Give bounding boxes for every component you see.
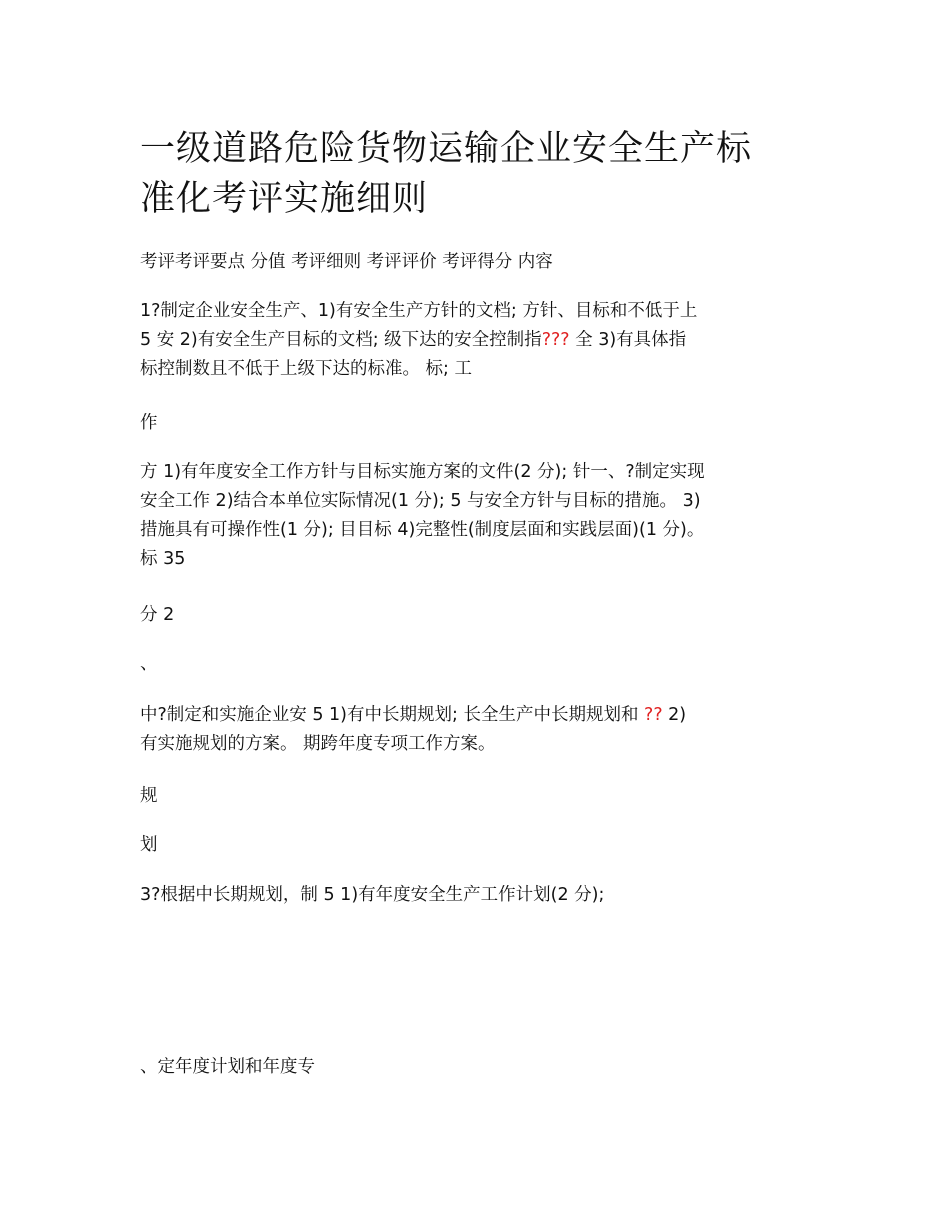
text-segment: 5 安 2)有安全生产目标的文档; 级下达的安全控制指 bbox=[140, 330, 542, 350]
paragraph-long-term-plan bbox=[140, 701, 820, 759]
unknown-glyph-marker: ??? bbox=[541, 330, 570, 350]
paragraph-fragment: 作 bbox=[140, 413, 158, 433]
text-line: 有实施规划的方案。 期跨年度专项工作方案。 bbox=[140, 734, 496, 754]
text-segment: 2) bbox=[662, 705, 687, 725]
text-segment: 中?制定和实施企业安 5 1)有中长期规划; 长全生产中长期规划和 bbox=[140, 705, 645, 725]
paragraph-fragment: 、 bbox=[140, 654, 158, 674]
paragraph-fragment: 划 bbox=[140, 835, 158, 855]
text-line: 安全工作 2)结合本单位实际情况(1 分); 5 与安全方针与目标的措施。 3) bbox=[140, 491, 701, 511]
table-header-row: 考评考评要点 分值 考评细则 考评评价 考评得分 内容 bbox=[140, 252, 553, 272]
text-line: 1?制定企业安全生产、1)有安全生产方针的文档; 方针、目标和不低于上 bbox=[140, 301, 698, 321]
document-title bbox=[140, 124, 820, 224]
text-line: 标控制数且不低于上级下达的标准。 标; 工 bbox=[140, 359, 473, 379]
unknown-glyph-marker: ?? bbox=[644, 705, 663, 725]
paragraph-safety-goals bbox=[140, 297, 820, 384]
paragraph-yearly-plan: 3?根据中长期规划，制 5 1)有年度安全生产工作计划(2 分); bbox=[140, 885, 605, 905]
text-line bbox=[140, 701, 820, 730]
text-line: 标 35 bbox=[140, 549, 186, 569]
text-line: 方 1)有年度安全工作方针与目标实施方案的文件(2 分); 针一、?制定实现 bbox=[140, 462, 705, 482]
title-line-2: 准化考评实施细则 bbox=[140, 179, 429, 219]
paragraph-fragment: 分 2 bbox=[140, 605, 175, 625]
text-segment: 全 3)有具体指 bbox=[569, 330, 687, 350]
text-line bbox=[140, 326, 820, 355]
paragraph-fragment: 、定年度计划和年度专 bbox=[140, 1057, 315, 1077]
paragraph-fragment: 规 bbox=[140, 786, 158, 806]
paragraph-annual-plan bbox=[140, 458, 820, 574]
title-line-1: 一级道路危险货物运输企业安全生产标 bbox=[140, 129, 753, 169]
text-line: 措施具有可操作性(1 分); 目目标 4)完整性(制度层面和实践层面)(1 分)。 bbox=[140, 520, 705, 540]
